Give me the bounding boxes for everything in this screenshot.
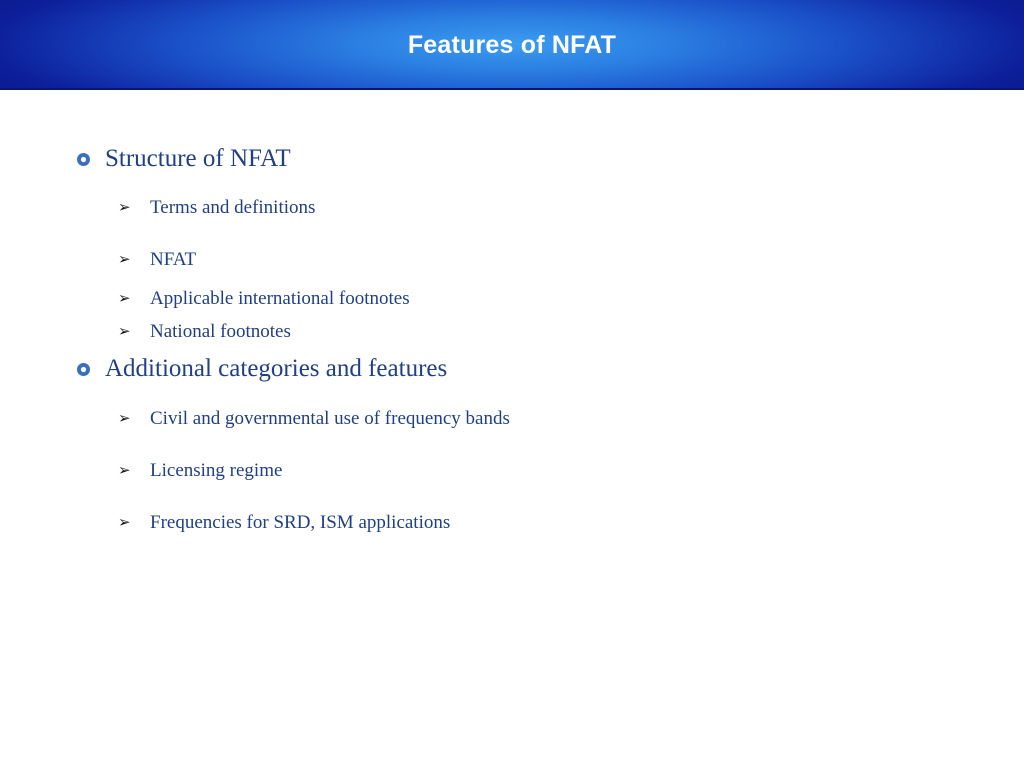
- sub-item-label: Civil and governmental use of frequency bands: [150, 408, 510, 429]
- section-heading: Structure of NFAT: [105, 145, 291, 172]
- ring-bullet-icon: [76, 152, 91, 167]
- sub-item-label: Applicable international footnotes: [150, 288, 410, 309]
- arrowhead-bullet-icon: ➢: [118, 198, 131, 216]
- sub-item-label: NFAT: [150, 249, 197, 270]
- sub-item-label: National footnotes: [150, 321, 291, 342]
- arrowhead-bullet-icon: ➢: [118, 513, 131, 531]
- arrowhead-bullet-icon: ➢: [118, 322, 131, 340]
- slide-title: Features of NFAT: [407, 31, 617, 59]
- arrowhead-bullet-icon: ➢: [118, 250, 131, 268]
- ring-bullet-icon: [76, 362, 91, 377]
- sub-item-label: Licensing regime: [150, 460, 283, 481]
- section-heading: Additional categories and features: [105, 355, 448, 382]
- arrowhead-bullet-icon: ➢: [118, 461, 131, 479]
- arrowhead-bullet-icon: ➢: [118, 409, 131, 427]
- sub-item-label: Frequencies for SRD, ISM applications: [150, 512, 451, 533]
- sub-item-label: Terms and definitions: [150, 197, 316, 218]
- arrowhead-bullet-icon: ➢: [118, 289, 131, 307]
